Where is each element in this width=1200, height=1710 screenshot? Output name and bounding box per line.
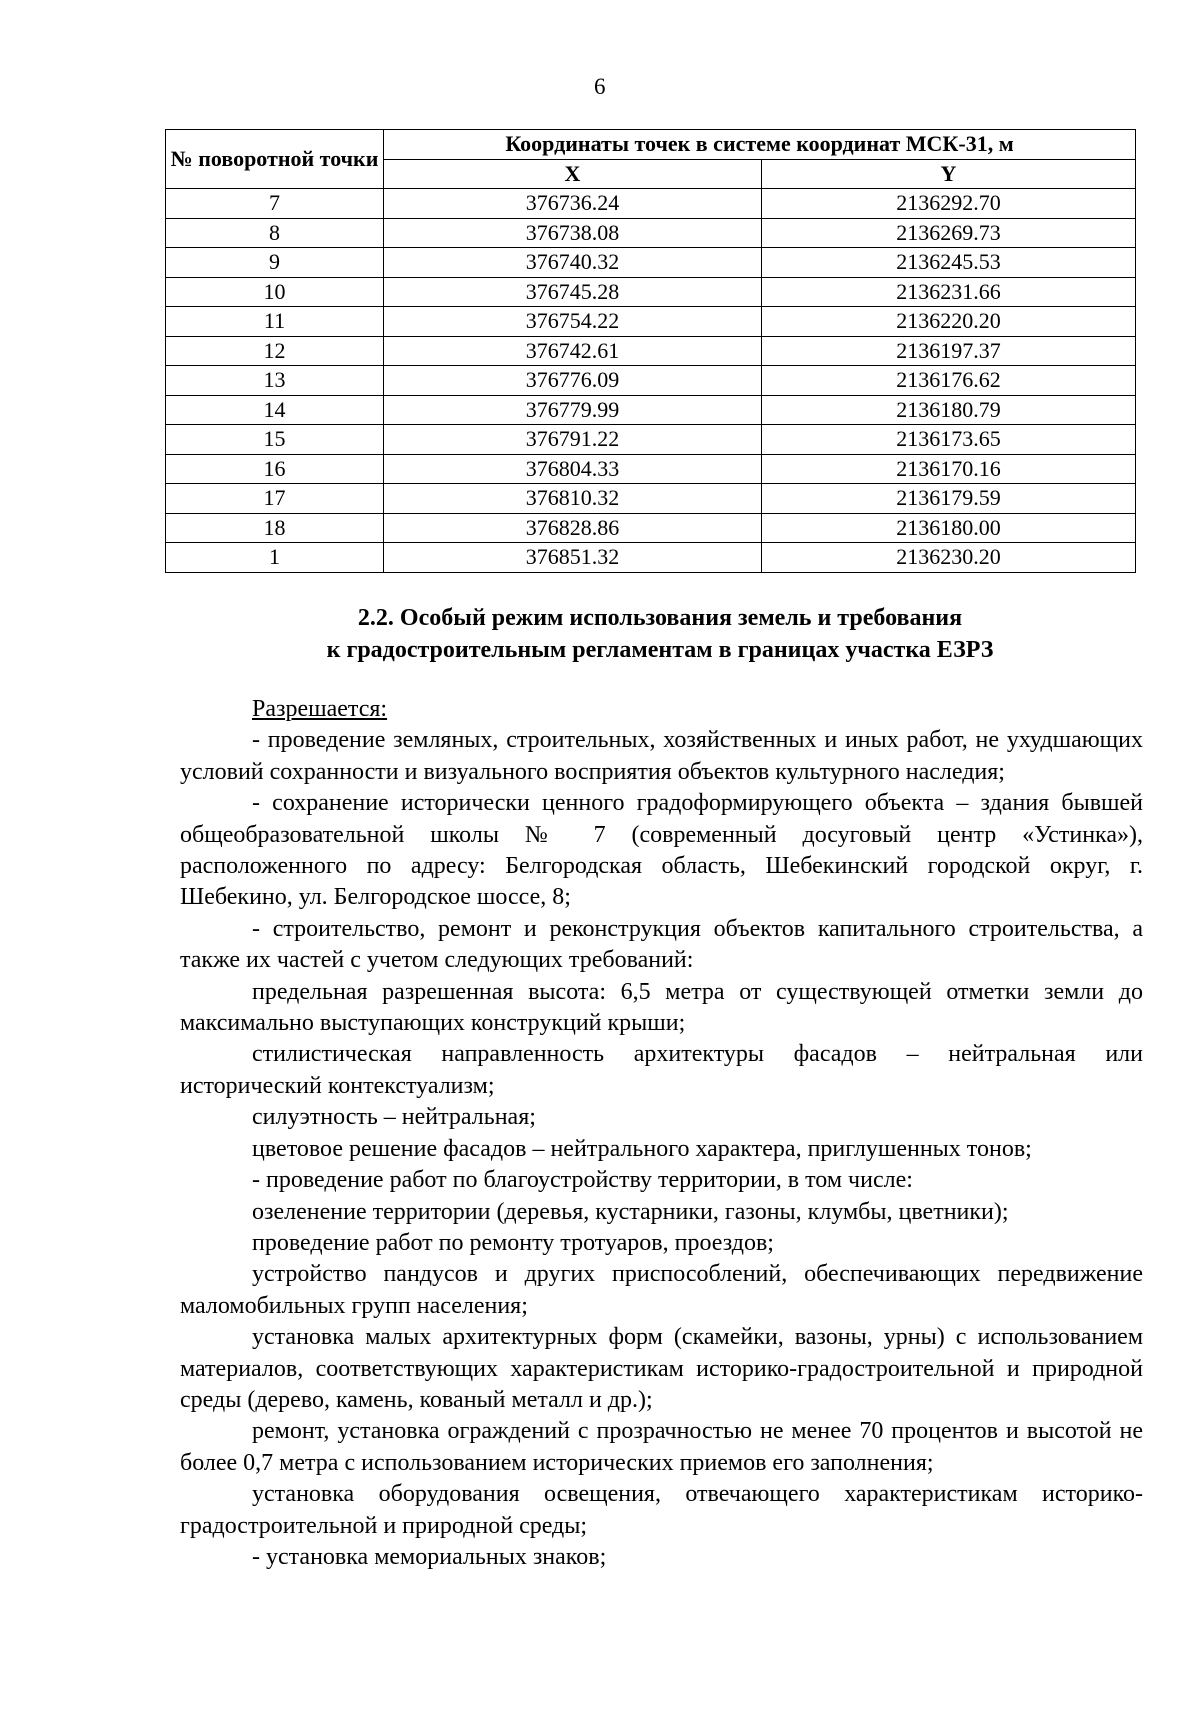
paragraph: установка малых архитектурных форм (скамейки, вазоны, урны) с использованием материалов, соответствующих характеристикам историко-градостроительной и природной среды (дерево, камень, кованый металл и др.); — [180, 1324, 1143, 1413]
header-x: X — [384, 159, 762, 189]
y-coordinate-cell: 2136292.70 — [762, 189, 1136, 219]
y-coordinate-cell: 2136173.65 — [762, 425, 1136, 455]
paragraph: установка оборудования освещения, отвечающего характеристикам историко-градостроительной и природной среды; — [180, 1481, 1143, 1539]
x-coordinate-cell: 376740.32 — [384, 248, 762, 278]
paragraph: ремонт, установка ограждений с прозрачностью не менее 70 процентов и высотой не более 0,7 метра с использованием исторических приемов его заполнения; — [180, 1418, 1143, 1476]
paragraph: - сохранение исторически ценного градоформирующего объекта – здания бывшей общеобразовательной школы № 7 (современный досуговый центр «Устинка»), расположенного по адресу: Белгородская область, Шебекинский городской округ, г. Шебекино, ул. Белгородское шоссе, 8; — [180, 790, 1143, 911]
table-row — [166, 513, 1136, 543]
paragraph: - установка мемориальных знаков; — [252, 1543, 607, 1570]
table-row — [166, 218, 1136, 248]
coordinates-table — [165, 129, 1136, 573]
paragraph: устройство пандусов и других приспособлений, обеспечивающих передвижение маломобильных групп населения; — [180, 1261, 1143, 1319]
header-y: Y — [762, 159, 1136, 189]
paragraph: предельная разрешенная высота: 6,5 метра от существующей отметки земли до максимально выступающих конструкций крыши; — [180, 978, 1143, 1037]
x-coordinate-cell: 376791.22 — [384, 425, 762, 455]
y-coordinate-cell: 2136245.53 — [762, 248, 1136, 278]
point-number-cell: 17 — [166, 484, 384, 514]
table-body — [166, 189, 1136, 573]
table-row — [166, 425, 1136, 455]
y-coordinate-cell: 2136230.20 — [762, 543, 1136, 573]
section-title — [180, 602, 1140, 666]
section-title-line-2: к градостроительным регламентам в границах участка ЕЗРЗ — [326, 637, 994, 663]
y-coordinate-cell: 2136220.20 — [762, 307, 1136, 337]
table-row — [166, 543, 1136, 573]
point-number-cell: 16 — [166, 454, 384, 484]
paragraph: цветовое решение фасадов – нейтрального характера, приглушенных тонов; — [252, 1135, 1032, 1162]
point-number-cell: 11 — [166, 307, 384, 337]
header-coordinates: Координаты точек в системе координат МСК-31, м — [384, 130, 1136, 160]
point-number-cell: 15 — [166, 425, 384, 455]
section-title-line-1: 2.2. Особый режим использования земель и требования — [357, 605, 963, 631]
table-row — [166, 277, 1136, 307]
y-coordinate-cell: 2136170.16 — [762, 454, 1136, 484]
paragraph: - строительство, ремонт и реконструкция объектов капитального строительства, а также их частей с учетом следующих требований: — [180, 915, 1143, 974]
x-coordinate-cell: 376745.28 — [384, 277, 762, 307]
x-coordinate-cell: 376754.22 — [384, 307, 762, 337]
table-row — [166, 307, 1136, 337]
paragraph: проведение работ по ремонту тротуаров, проездов; — [252, 1229, 774, 1256]
body-text — [180, 694, 1143, 1573]
table-row — [166, 189, 1136, 219]
paragraph: стилистическая направленность архитектуры фасадов – нейтральная или исторический контекстуализм; — [180, 1041, 1143, 1099]
point-number-cell: 9 — [166, 248, 384, 278]
allowed-heading: Разрешается: — [252, 696, 388, 722]
point-number-cell: 13 — [166, 366, 384, 396]
x-coordinate-cell: 376779.99 — [384, 395, 762, 425]
y-coordinate-cell: 2136180.79 — [762, 395, 1136, 425]
y-coordinate-cell: 2136179.59 — [762, 484, 1136, 514]
table-row — [166, 454, 1136, 484]
point-number-cell: 8 — [166, 218, 384, 248]
table-row — [166, 395, 1136, 425]
y-coordinate-cell: 2136176.62 — [762, 366, 1136, 396]
point-number-cell: 18 — [166, 513, 384, 543]
header-point-number: № поворотной точки — [166, 130, 384, 189]
table-row — [166, 484, 1136, 514]
page-number: 6 — [594, 74, 606, 99]
y-coordinate-cell: 2136231.66 — [762, 277, 1136, 307]
paragraph: - проведение земляных, строительных, хозяйственных и иных работ, не ухудшающих условий сохранности и визуального восприятия объектов культурного наследия; — [180, 727, 1143, 785]
table-row — [166, 366, 1136, 396]
point-number-cell: 12 — [166, 336, 384, 366]
y-coordinate-cell: 2136180.00 — [762, 513, 1136, 543]
table-row — [166, 248, 1136, 278]
x-coordinate-cell: 376810.32 — [384, 484, 762, 514]
paragraph: - проведение работ по благоустройству территории, в том числе: — [252, 1167, 913, 1194]
paragraph: силуэтность – нейтральная; — [252, 1104, 536, 1131]
y-coordinate-cell: 2136197.37 — [762, 336, 1136, 366]
paragraph: озеленение территории (деревья, кустарники, газоны, клумбы, цветники); — [252, 1198, 1009, 1225]
x-coordinate-cell: 376851.32 — [384, 543, 762, 573]
x-coordinate-cell: 376776.09 — [384, 366, 762, 396]
x-coordinate-cell: 376742.61 — [384, 336, 762, 366]
x-coordinate-cell: 376736.24 — [384, 189, 762, 219]
point-number-cell: 7 — [166, 189, 384, 219]
x-coordinate-cell: 376738.08 — [384, 218, 762, 248]
table-row — [166, 336, 1136, 366]
y-coordinate-cell: 2136269.73 — [762, 218, 1136, 248]
point-number-cell: 14 — [166, 395, 384, 425]
x-coordinate-cell: 376804.33 — [384, 454, 762, 484]
point-number-cell: 10 — [166, 277, 384, 307]
point-number-cell: 1 — [166, 543, 384, 573]
x-coordinate-cell: 376828.86 — [384, 513, 762, 543]
